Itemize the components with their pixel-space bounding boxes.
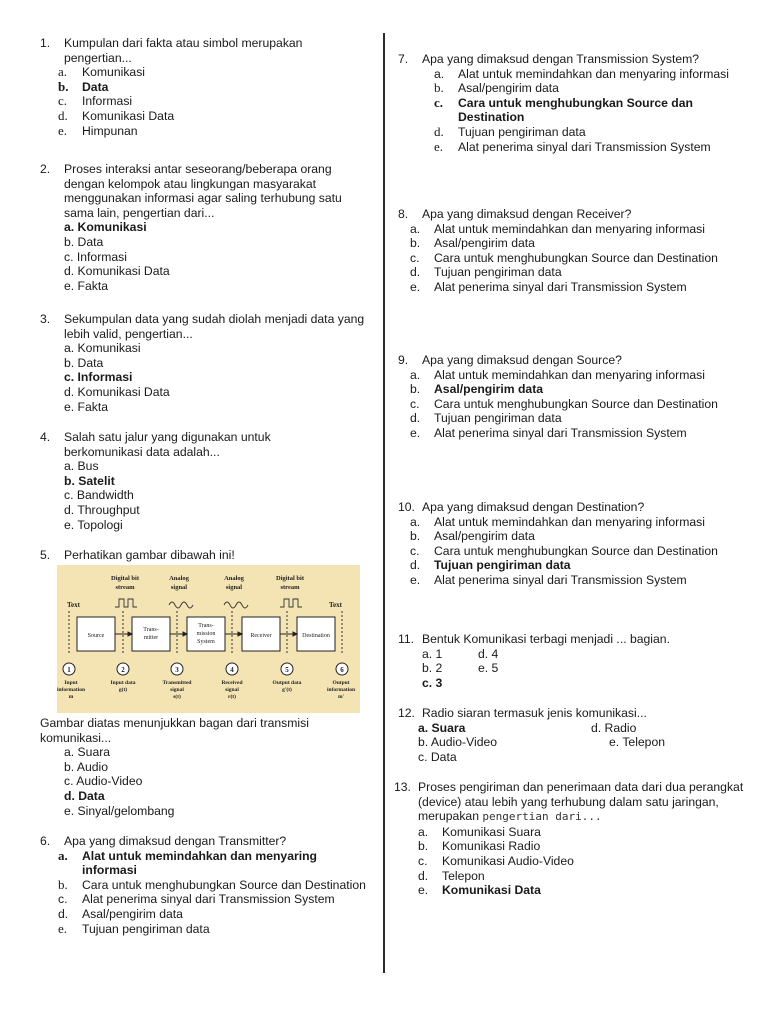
option-c[interactable]: c. Informasi: [64, 249, 127, 264]
option-b[interactable]: b. Asal/pengirim data: [410, 382, 544, 397]
option-e[interactable]: e. 5: [478, 661, 499, 676]
option-a[interactable]: a. 1: [422, 646, 443, 661]
option-b[interactable]: b. Asal/pengirim data: [410, 236, 535, 251]
diagram-caption: Gambar diatas menunjukkan bagan dari transmisi komunikasi...: [40, 716, 309, 745]
label-output-information: Output information m': [326, 680, 356, 700]
question-text: Kumpulan dari fakta atau simbol merupakan pengertian...: [64, 36, 303, 65]
analog-waveform-icon: [224, 602, 248, 608]
option-b[interactable]: b. Audio: [64, 759, 109, 774]
label-input-information: Input information m: [57, 680, 86, 700]
option-c[interactable]: c. Cara untuk menghubungkan Source dan Destination: [410, 396, 718, 411]
question-number: 1.: [40, 36, 51, 50]
option-e[interactable]: e. Komunikasi Data: [418, 883, 541, 898]
transmission-diagram: [57, 565, 360, 713]
question-number: 7.: [398, 52, 409, 66]
option-d[interactable]: d. Tujuan pengiriman data: [410, 558, 571, 573]
question-text: Apa yang dimaksud dengan Source?: [422, 353, 622, 367]
question-number: 11.: [398, 632, 415, 646]
question-number: 9.: [398, 353, 409, 367]
option-d[interactable]: d. Radio: [591, 720, 637, 735]
option-e[interactable]: e. Alat penerima sinyal dari Transmission System: [410, 425, 687, 440]
option-d[interactable]: d. Throughput: [64, 502, 140, 517]
step-number: 4: [230, 666, 234, 674]
label-text-out: Text: [329, 601, 342, 609]
option-c[interactable]: c. Cara untuk menghubungkan Source dan Destination: [410, 250, 718, 265]
option-d[interactable]: d. Komunikasi Data: [58, 107, 175, 123]
question-number: 3.: [40, 312, 51, 326]
label-input-data: Input data g(t): [110, 680, 136, 693]
question-number: 6.: [40, 834, 51, 848]
question-text: Apa yang dimaksud dengan Destination?: [422, 500, 645, 514]
option-b[interactable]: b. Data: [64, 234, 104, 249]
question-12: [398, 706, 753, 764]
option-b[interactable]: b. Data: [64, 355, 104, 370]
analog-waveform-icon: [169, 602, 193, 608]
step-number: 1: [67, 666, 71, 674]
transmission-system-label: Trans-mission System: [196, 623, 216, 645]
question-number: 8.: [398, 207, 409, 221]
destination-label: Destination: [302, 633, 330, 639]
transmitter-box: [132, 617, 170, 651]
option-e[interactable]: e. Alat penerima sinyal dari Transmission System: [410, 572, 687, 587]
option-a[interactable]: a. Bus: [64, 459, 99, 474]
step-number: 6: [340, 666, 344, 674]
option-e[interactable]: e. Alat penerima sinyal dari Transmission System: [434, 138, 711, 154]
question-number: 13.: [394, 780, 411, 794]
option-a[interactable]: a. Alat untuk memindahkan dan menyaring informasi: [410, 514, 705, 529]
question-9: [398, 353, 753, 441]
label-digital-bit-stream-out: Digital bit stream: [276, 575, 304, 591]
label-output-data: Output data g'(t): [272, 680, 302, 693]
option-a[interactable]: a. Komunikasi: [64, 341, 141, 356]
label-analog-signal-1: Analog signal: [169, 575, 189, 591]
step-number: 3: [175, 666, 179, 674]
digital-waveform-icon: [280, 599, 302, 607]
option-c[interactable]: c. Informasi: [64, 370, 133, 385]
question-7: [398, 52, 743, 154]
option-e[interactable]: e. Telepon: [609, 735, 666, 750]
question-text: Salah satu jalur yang digunakan untuk berkomunikasi data adalah...: [64, 430, 271, 459]
question-8: [398, 207, 753, 295]
question-13: [394, 780, 744, 898]
option-e[interactable]: e. Sinyal/gelombang: [64, 803, 175, 818]
step-number: 5: [285, 666, 289, 674]
option-b[interactable]: b. Asal/pengirim data: [410, 529, 535, 544]
question-text: Apa yang dimaksud dengan Receiver?: [422, 207, 632, 221]
question-11: [398, 632, 753, 690]
question-text: Proses pengiriman dan penerimaan data dari dua perangkat (device) atau lebih yang terhubung dalam satu jaringan, merupakan pengertian dari...: [418, 780, 744, 824]
option-c[interactable]: c. Audio-Video: [64, 774, 143, 789]
option-c[interactable]: c. 3: [422, 675, 443, 690]
option-b[interactable]: b. 2: [422, 661, 443, 676]
question-5: [40, 548, 360, 563]
option-b[interactable]: b. Komunikasi Radio: [418, 839, 541, 854]
transmitter-label: Trans-mitter: [143, 627, 159, 641]
option-a[interactable]: a. Komunikasi: [64, 220, 147, 235]
question-text: Apa yang dimaksud dengan Transmitter?: [64, 834, 287, 848]
option-a[interactable]: a. Komunikasi Suara: [418, 824, 541, 839]
option-d[interactable]: d. Telepon: [418, 868, 485, 883]
label-received-signal: Received signal r(t): [221, 680, 243, 700]
option-b[interactable]: b. Cara untuk menghubungkan Source dan Destination: [58, 876, 366, 892]
option-a[interactable]: a. Alat untuk memindahkan dan menyaring informasi: [434, 66, 729, 81]
option-d[interactable]: d. Tujuan pengiriman data: [434, 123, 586, 139]
option-a[interactable]: a. Alat untuk memindahkan dan menyaring informasi: [410, 221, 705, 236]
label-analog-signal-2: Analog signal: [224, 575, 244, 591]
option-a[interactable]: a. Komunikasi: [58, 64, 145, 80]
question-2: [40, 162, 365, 293]
option-e[interactable]: e. Alat penerima sinyal dari Transmission System: [410, 279, 687, 294]
question-1: [40, 36, 340, 138]
option-d[interactable]: d. Tujuan pengiriman data: [410, 411, 562, 426]
option-e[interactable]: e. Fakta: [64, 399, 109, 414]
question-number: 2.: [40, 162, 51, 176]
option-e[interactable]: e. Himpunan: [58, 122, 138, 138]
option-e[interactable]: e. Fakta: [64, 278, 109, 293]
question-text: Bentuk Komunikasi terbagi menjadi ... bagian.: [422, 632, 670, 646]
option-d[interactable]: d. Asal/pengirim data: [58, 906, 183, 921]
question-10: [398, 500, 753, 588]
option-c[interactable]: c. Komunikasi Audio-Video: [418, 853, 574, 868]
option-d[interactable]: d. 4: [478, 646, 499, 661]
option-c[interactable]: c. Alat penerima sinyal dari Transmission System: [58, 892, 335, 907]
option-d[interactable]: d. Data: [64, 788, 105, 803]
option-d[interactable]: d. Komunikasi Data: [64, 384, 170, 399]
question-number: 4.: [40, 430, 51, 444]
option-a[interactable]: a. Alat untuk memindahkan dan menyaring informasi: [58, 847, 317, 878]
option-c[interactable]: c. Data: [418, 749, 457, 764]
question-number: 10.: [398, 500, 415, 514]
option-e[interactable]: e. Tujuan pengiriman data: [58, 920, 210, 936]
option-d[interactable]: d. Tujuan pengiriman data: [410, 265, 562, 280]
column-divider: [383, 33, 385, 973]
option-b[interactable]: b. Asal/pengirim data: [434, 80, 559, 96]
option-c[interactable]: c. Bandwidth: [64, 488, 134, 503]
option-b[interactable]: b. Satelit: [64, 473, 115, 488]
question-4: [40, 430, 320, 532]
question-text: Proses interaksi antar seseorang/beberapa orang dengan kelompok atau lingkungan masyarakat menggunakan informasi agar saling terhubung satu sama lain, pengertian dari...: [64, 162, 342, 220]
receiver-label: Receiver: [250, 633, 272, 639]
question-number: 12.: [398, 706, 415, 720]
question-6: [40, 834, 370, 936]
label-text-in: Text: [67, 601, 80, 609]
option-b[interactable]: b. Audio-Video: [418, 735, 498, 750]
source-label: Source: [87, 633, 105, 639]
question-text: Apa yang dimaksud dengan Transmission System?: [422, 52, 700, 66]
transmission-diagram-svg: [57, 565, 360, 713]
option-a[interactable]: a. Suara: [64, 745, 111, 760]
question-text: Perhatikan gambar dibawah ini!: [64, 548, 235, 562]
question-number: 5.: [40, 548, 51, 562]
digital-waveform-icon: [115, 599, 137, 607]
step-number: 2: [121, 666, 125, 674]
question-text: Sekumpulan data yang sudah diolah menjadi data yang lebih valid, pengertian...: [64, 312, 365, 341]
option-e[interactable]: e. Topologi: [64, 517, 123, 532]
question-3: [40, 312, 365, 414]
question-text: Radio siaran termasuk jenis komunikasi...: [422, 706, 647, 720]
option-d[interactable]: d. Komunikasi Data: [64, 264, 170, 279]
question-5-answers: [40, 716, 360, 818]
option-c[interactable]: c. Cara untuk menghubungkan Source dan Destination: [434, 94, 693, 125]
option-a[interactable]: a. Suara: [418, 720, 466, 735]
label-transmitted-signal: Transmitted signal s(t): [162, 680, 192, 700]
label-digital-bit-stream-in: Digital bit stream: [111, 575, 139, 591]
option-c[interactable]: c. Cara untuk menghubungkan Source dan Destination: [410, 543, 718, 558]
option-b[interactable]: b. Data: [58, 78, 109, 94]
option-c[interactable]: c. Informasi: [58, 93, 133, 109]
option-a[interactable]: a. Alat untuk memindahkan dan menyaring informasi: [410, 367, 705, 382]
